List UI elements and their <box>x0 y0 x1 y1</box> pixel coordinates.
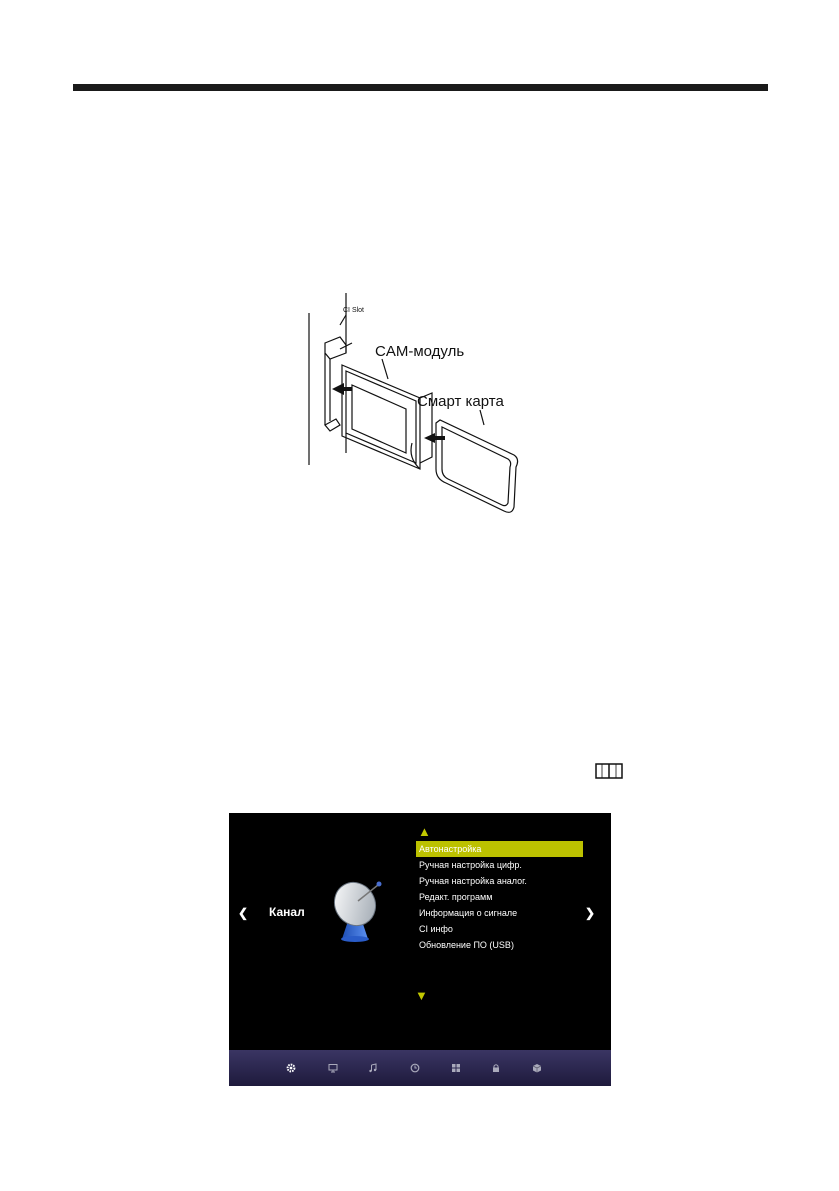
clock-icon[interactable] <box>410 1063 420 1073</box>
menu-item-manual-analog[interactable]: Ручная настройка аналог. <box>419 876 527 886</box>
scroll-down-icon[interactable]: ▼ <box>415 988 428 1003</box>
satellite-dish-icon <box>328 877 390 943</box>
menu-item-software-update[interactable]: Обновление ПО (USB) <box>419 940 514 950</box>
chevron-right-icon[interactable]: ❯ <box>585 906 596 920</box>
music-icon[interactable] <box>368 1063 378 1073</box>
cam-insertion-diagram <box>300 293 540 515</box>
menu-item-program-edit[interactable]: Редакт. программ <box>419 892 493 902</box>
menu-item-manual-digital[interactable]: Ручная настройка цифр. <box>419 860 522 870</box>
channel-menu-list <box>416 841 583 953</box>
smart-card-label: Смарт карта <box>417 393 504 410</box>
settings-icon[interactable] <box>286 1063 296 1073</box>
tv-menu-screenshot <box>229 813 611 1086</box>
ci-slot-label: CI Slot <box>343 307 365 314</box>
chevron-left-icon[interactable]: ❮ <box>238 906 249 920</box>
book-icon <box>595 763 623 779</box>
monitor-icon[interactable] <box>328 1063 338 1073</box>
grid-icon[interactable] <box>451 1063 461 1073</box>
top-rule <box>73 84 768 91</box>
menu-item-ci-info[interactable]: CI инфо <box>419 924 453 934</box>
menu-item-auto-tuning[interactable]: Автонастройка <box>416 841 583 857</box>
menu-category-title: Канал <box>269 905 305 919</box>
cam-module-label: CAM-модуль <box>375 343 465 360</box>
scroll-up-icon[interactable]: ▲ <box>418 824 431 839</box>
box-icon[interactable] <box>532 1063 542 1073</box>
lock-icon[interactable] <box>491 1063 501 1073</box>
menu-item-signal-info[interactable]: Информация о сигнале <box>419 908 518 918</box>
menu-tab-bar <box>229 1050 611 1086</box>
